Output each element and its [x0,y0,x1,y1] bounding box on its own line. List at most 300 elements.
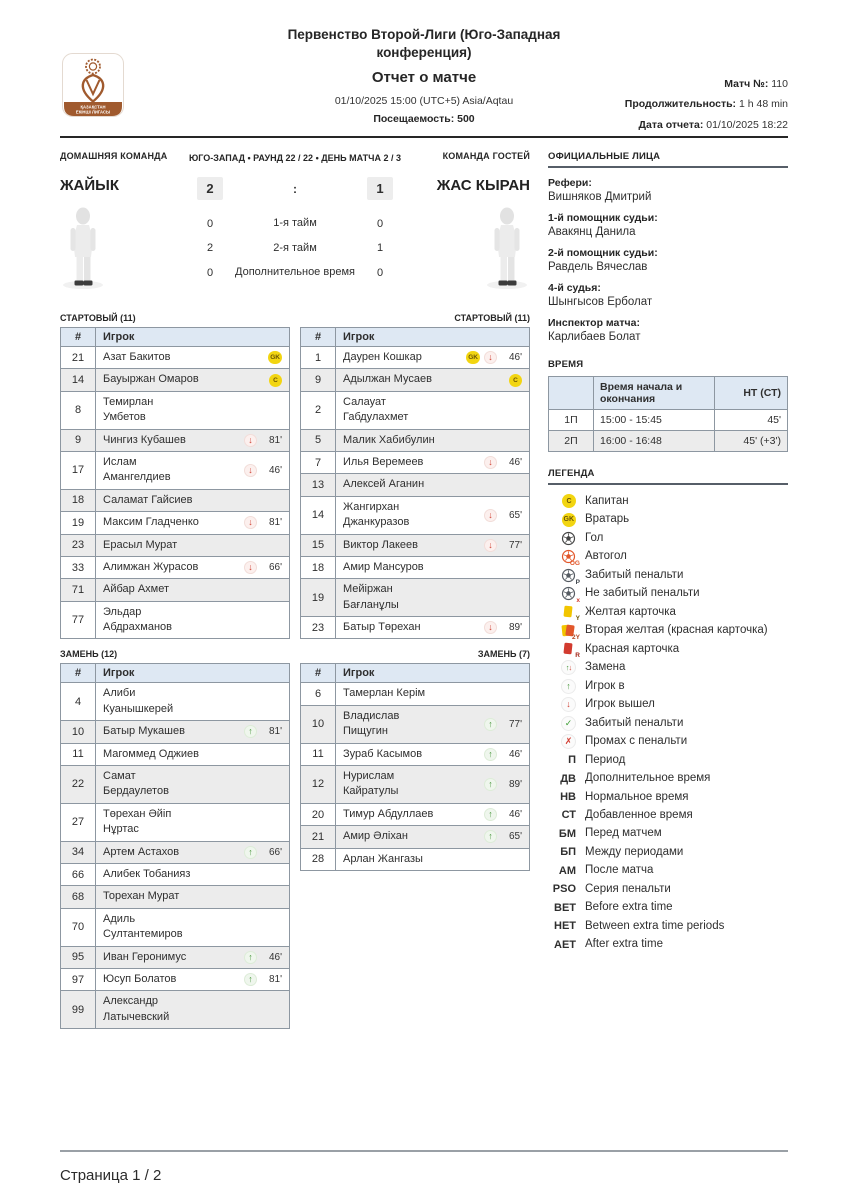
sub-out-icon: ↓ [484,351,497,364]
event-minute: 81' [268,517,282,529]
player-name: Торехан Мурат [103,890,180,903]
sub-in-icon: ↑ [244,725,257,738]
sub-in-icon: ↑ [484,748,497,761]
player-cell [336,579,530,617]
player-cell [336,683,530,705]
period-home-score: 2 [206,242,214,255]
player-row [301,429,530,451]
player-cell [96,743,290,765]
league-logo-image [62,53,124,117]
period-away-score: 0 [376,266,384,279]
penalty-scored-ball-icon: P [561,568,576,583]
player-cell [336,347,530,369]
legend-label: Промах с пенальти [585,735,688,748]
home-starting-lineup [60,307,290,639]
legend-icon-cell [548,642,580,660]
legend-label: Автогол [585,550,627,563]
player-name: Магоммед Оджиев [103,747,199,760]
legend-icon-cell [548,697,576,712]
player-events [244,973,282,986]
player-cell-content [103,950,282,965]
competition-title: Первенство Второй-Лиги (Юго-Западная конференция) [287,27,561,60]
sub-in-icon: ↑ [484,830,497,843]
event-minute: 81' [268,726,282,738]
player-row [61,601,290,639]
officials-title: ОФИЦИАЛЬНЫЕ ЛИЦА [548,151,788,168]
legend-icon-cell [548,734,576,749]
player-cell [96,968,290,990]
captain-badge-icon: C [509,374,522,387]
home-subs-title: ЗАМЕНЬ (12) [60,649,118,660]
legend-item [548,771,788,786]
event-minute: 89' [508,622,522,634]
score-separator: : [293,181,297,196]
player-row [61,721,290,743]
official [548,282,788,308]
number-column-header: # [301,664,336,683]
legend-code: БП [560,846,576,859]
player-row [301,556,530,578]
player-name: Максим Гладченко [103,516,199,529]
main-column [60,151,530,1029]
event-minute: 77' [508,718,522,730]
legend-icon-cell [548,660,576,675]
player-number: 13 [301,474,336,496]
player-name: Темирлан Умбетов [103,395,154,424]
legend-icon-cell [548,716,576,731]
event-minute: 77' [508,539,522,551]
player-number: 97 [61,968,96,990]
event-minute: 46' [508,457,522,469]
player-number: 4 [61,683,96,721]
legend-item [548,716,788,731]
away-subs-title: ЗАМЕНЬ (7) [477,649,530,660]
player-row [61,429,290,451]
time-cell: 45' (+3') [715,431,788,452]
lineup-table-body [61,347,290,639]
player-row [61,968,290,990]
period-label: 2-я тайм [273,241,317,254]
official-role: 4-й судья: [548,282,601,294]
player-number: 21 [301,826,336,848]
legend-code: СТ [561,809,576,822]
player-cell [96,451,290,489]
goalkeeper-badge-icon: GK [268,351,282,364]
player-column-header: Игрок [336,328,530,347]
player-events [244,464,282,477]
legend-label: After extra time [585,938,663,951]
legend-label: Вторая желтая (красная карточка) [585,624,768,637]
player-name: Төрехан Әйіп Нұртас [103,807,172,836]
player-cell [336,743,530,765]
player-name: Артем Астахов [103,845,180,858]
player-number: 18 [61,489,96,511]
player-row [61,579,290,601]
official-role: Рефери: [548,177,592,189]
logo-text-line1: ҚАЗАҚСТАН [80,104,106,110]
player-name: Айбар Ахмет [103,583,170,596]
player-name: Алибек Тобанияз [103,867,191,880]
player-cell-content [343,560,522,575]
legend-item [548,937,788,952]
player-cell [336,429,530,451]
player-events [269,374,282,387]
sub-out-icon: ↓ [244,561,257,574]
player-number: 18 [301,556,336,578]
sub-out-icon: ↓ [244,464,257,477]
legend-label: Между периодами [585,845,684,858]
event-minute: 66' [268,846,282,858]
away-starting-table [300,327,530,639]
own-goal-icon: OG [561,549,576,564]
player-name: Иван Геронимус [103,950,187,963]
player-cell [336,848,530,870]
red-card-icon: R [563,642,576,656]
player-name: Ерасыл Мурат [103,538,178,551]
player-cell-content [103,724,282,739]
player-name: Юсуп Болатов [103,972,177,985]
player-cell-content [103,994,282,1025]
player-number: 71 [61,579,96,601]
legend-item [548,568,788,586]
player-cell [336,496,530,534]
period-away-score: 1 [376,242,384,255]
time-table-header-cell: НТ (СТ) [715,377,788,410]
sidebar-column [548,151,788,1029]
sub-out-icon: ↓ [244,434,257,447]
official [548,212,788,238]
sub-in-icon: ↑ [484,778,497,791]
player-cell-content [103,867,282,882]
player-cell-content [103,350,282,365]
player-row [301,617,530,639]
legend-label: Нормальное время [585,790,689,803]
player-number: 11 [61,743,96,765]
goalkeeper-badge-icon: GK [562,513,577,527]
player-number: 8 [61,391,96,429]
legend-code: PSO [552,883,576,896]
player-cell [96,391,290,429]
time-title: ВРЕМЯ [548,359,584,370]
player-cell-content [103,582,282,597]
legend-label: Капитан [585,495,629,507]
attendance-value: 500 [457,113,475,126]
legend-item [548,512,788,527]
time-cell: 2П [549,431,594,452]
event-minute: 46' [268,464,282,476]
player-cell [96,601,290,639]
time-table [548,376,788,452]
legend-item [548,642,788,660]
player-column-header: Игрок [336,664,530,683]
header-divider [60,136,788,138]
player-cell [336,474,530,496]
player-name: Салауат Габдулахмет [343,395,409,424]
legend-label: Гол [585,531,604,544]
player-events [484,621,522,634]
player-number: 7 [301,451,336,473]
player-name: Бауыржан Омаров [103,373,199,386]
time-cell: 45' [715,410,788,431]
legend-label: Вратарь [585,513,630,526]
period-score-row [197,241,393,256]
player-number: 21 [61,347,96,369]
player-name: Жангирхан Джанкуразов [343,500,410,529]
player-row [61,803,290,841]
player-number: 11 [301,743,336,765]
yellow-card-icon: Y [563,605,576,619]
legend-icon-cell [548,549,580,568]
legend-icon-cell [548,605,580,623]
player-name: Азат Бакитов [103,351,171,363]
player-name: Адылжан Мусаев [343,373,432,386]
legend-icon-cell [548,679,576,694]
player-number: 14 [301,496,336,534]
period-label: 1-я тайм [273,217,317,230]
captain-badge-icon: C [269,374,282,387]
sub-in-icon: ↑ [244,846,257,859]
player-number: 10 [61,721,96,743]
player-cell-content [343,769,522,800]
player-name: Батыр Мукашев [103,725,185,738]
legend-icon-cell [548,624,580,641]
period-score-row [197,216,393,231]
player-cell-content [103,538,282,553]
player-number: 28 [301,848,336,870]
legend-label: Не забитый пенальти [585,587,700,600]
player-name: Саламат Гайсиев [103,493,193,506]
player-cell [96,347,290,369]
player-name: Батыр Төрехан [343,621,421,634]
player-cell-content [343,807,522,822]
player-cell-content [103,747,282,762]
player-column-header: Игрок [96,664,290,683]
page-footer [60,1150,788,1184]
player-cell [96,946,290,968]
player-number: 19 [301,579,336,617]
player-cell [96,991,290,1029]
report-date-value: 01/10/2025 18:22 [706,118,788,131]
player-row [301,369,530,391]
player-cell-content [103,807,282,838]
event-minute: 81' [268,974,282,986]
player-cell [336,391,530,429]
period-away-score: 0 [376,218,384,231]
lineup-table-body [301,683,530,871]
sub-out-icon: ↓ [484,621,497,634]
player-cell-content [103,455,282,486]
player-row [61,391,290,429]
player-cell-content [343,829,522,844]
legend-label: Добавленное время [585,809,693,821]
player-cell [96,683,290,721]
legend-label: Период [585,753,626,766]
player-events [484,509,522,522]
player-cell-content [103,560,282,575]
player-events [484,718,522,731]
player-name: Амир Әліхан [343,830,408,843]
period-home-score: 0 [206,266,214,279]
report-title: Отчет о матче [371,69,477,87]
time-table-head [549,377,788,410]
player-name: Арлан Жангазы [343,852,423,865]
player-cell [96,489,290,511]
player-number: 12 [301,766,336,804]
legend-label: Игрок вышел [585,698,655,711]
player-cell-content [343,350,522,365]
event-minute: 46' [508,748,522,760]
legend-label: Игрок в [585,679,625,692]
legend-code: ДВ [560,772,576,785]
player-row [301,474,530,496]
time-section [548,359,788,452]
number-column-header: # [61,664,96,683]
home-mannequin-figure [60,206,189,295]
goal-icon [561,531,576,546]
official [548,317,788,343]
legend-code: HET [554,920,576,933]
away-team-block [401,151,530,295]
player-number: 10 [301,705,336,743]
player-name: Нурислам Кайратулы [343,770,399,798]
player-number: 77 [61,601,96,639]
league-logo [62,53,124,117]
player-cell-content [343,852,522,867]
player-cell-content [343,747,522,762]
away-starting-title: СТАРТОВЫЙ (11) [454,313,530,323]
player-cell-content [103,769,282,800]
legend-item [548,623,788,641]
legend-item [548,919,788,934]
home-substitutes [60,643,290,1029]
duration-value: 1 h 48 min [738,98,788,111]
legend-icon-cell [548,568,580,586]
legend-item [548,790,788,805]
player-cell [96,766,290,804]
time-row [549,410,788,431]
player-row [61,512,290,534]
legend-label: Красная карточка [585,642,680,655]
time-cell: 1П [549,410,594,431]
player-name: Эльдар Абдрахманов [103,605,173,634]
player-cell-content [103,889,282,904]
player-number: 9 [301,369,336,391]
legend-item [548,826,788,841]
player-cell [96,512,290,534]
player-cell-content [343,709,522,740]
sub-out-icon: ↓ [244,516,257,529]
official-role: 1-й помощник судьи: [548,212,658,224]
player-cell [96,429,290,451]
captain-badge-icon: C [562,494,576,508]
player-cell [336,766,530,804]
player-row [301,803,530,825]
legend-label: После матча [585,864,654,877]
player-row [301,391,530,429]
penalty-missed-ball-icon: x [561,586,576,601]
player-row [61,347,290,369]
report-meta [625,74,788,135]
away-score-box: 1 [367,177,393,200]
player-cell-content [103,605,282,636]
player-cell [336,556,530,578]
official-name: Шынгысов Ерболат [548,296,653,308]
penalty-missed-cross-icon: ✗ [561,734,576,749]
player-row [301,534,530,556]
page-number: Страница 1 / 2 [60,1167,162,1184]
player-row [301,766,530,804]
player-row [61,489,290,511]
starting-lineups-row [60,307,530,639]
lineup-table-body [301,347,530,639]
legend-label: Желтая карточка [585,605,676,618]
player-cell-content [343,620,522,635]
player-cell-content [103,515,282,530]
time-cell: 15:00 - 15:45 [594,410,715,431]
lineup-table-body [61,683,290,1029]
player-row [61,743,290,765]
player-number: 2 [301,391,336,429]
player-cell-content [343,500,522,531]
legend-label: Серия пенальти [585,882,671,895]
away-team-type-label: КОМАНДА ГОСТЕЙ [442,151,530,161]
player-cell [96,908,290,946]
penalty-scored-check-icon: ✓ [561,716,576,731]
player-number: 23 [301,617,336,639]
player-row [61,841,290,863]
player-cell-content [103,972,282,987]
player-cell [96,841,290,863]
player-cell [96,863,290,885]
legend-item [548,549,788,568]
legend-code: AET [554,938,576,951]
player-number: 66 [61,863,96,885]
legend-item [548,605,788,623]
legend-list [548,494,788,952]
legend-item [548,808,788,823]
number-column-header: # [61,328,96,347]
player-name: Илья Веремеев [343,455,424,468]
official-name: Авакянц Данила [548,226,636,238]
player-cell-content [103,493,282,508]
player-cell-content [343,455,522,470]
player-row [61,534,290,556]
player-events [268,351,282,364]
player-cell [336,826,530,848]
official-name: Вишняков Дмитрий [548,191,652,203]
match-number-label: Матч №: [724,78,769,90]
lineup-header-row [301,328,530,347]
player-row [301,848,530,870]
officials-section [548,151,788,343]
event-minute: 65' [508,831,522,843]
legend-label: Перед матчем [585,827,662,840]
event-minute: 66' [268,562,282,574]
legend-icon-cell [548,494,576,508]
player-cell [336,803,530,825]
player-row [301,683,530,705]
official [548,177,788,203]
player-cell-content [103,395,282,426]
player-cell [96,721,290,743]
duration-label: Продолжительность: [624,98,737,111]
lineup-table-head [301,328,530,347]
time-table-header-cell: Время начала и окончания [594,377,715,410]
player-events [484,778,522,791]
sub-in-icon: ↑ [484,718,497,731]
player-number: 9 [61,429,96,451]
player-row [61,369,290,391]
